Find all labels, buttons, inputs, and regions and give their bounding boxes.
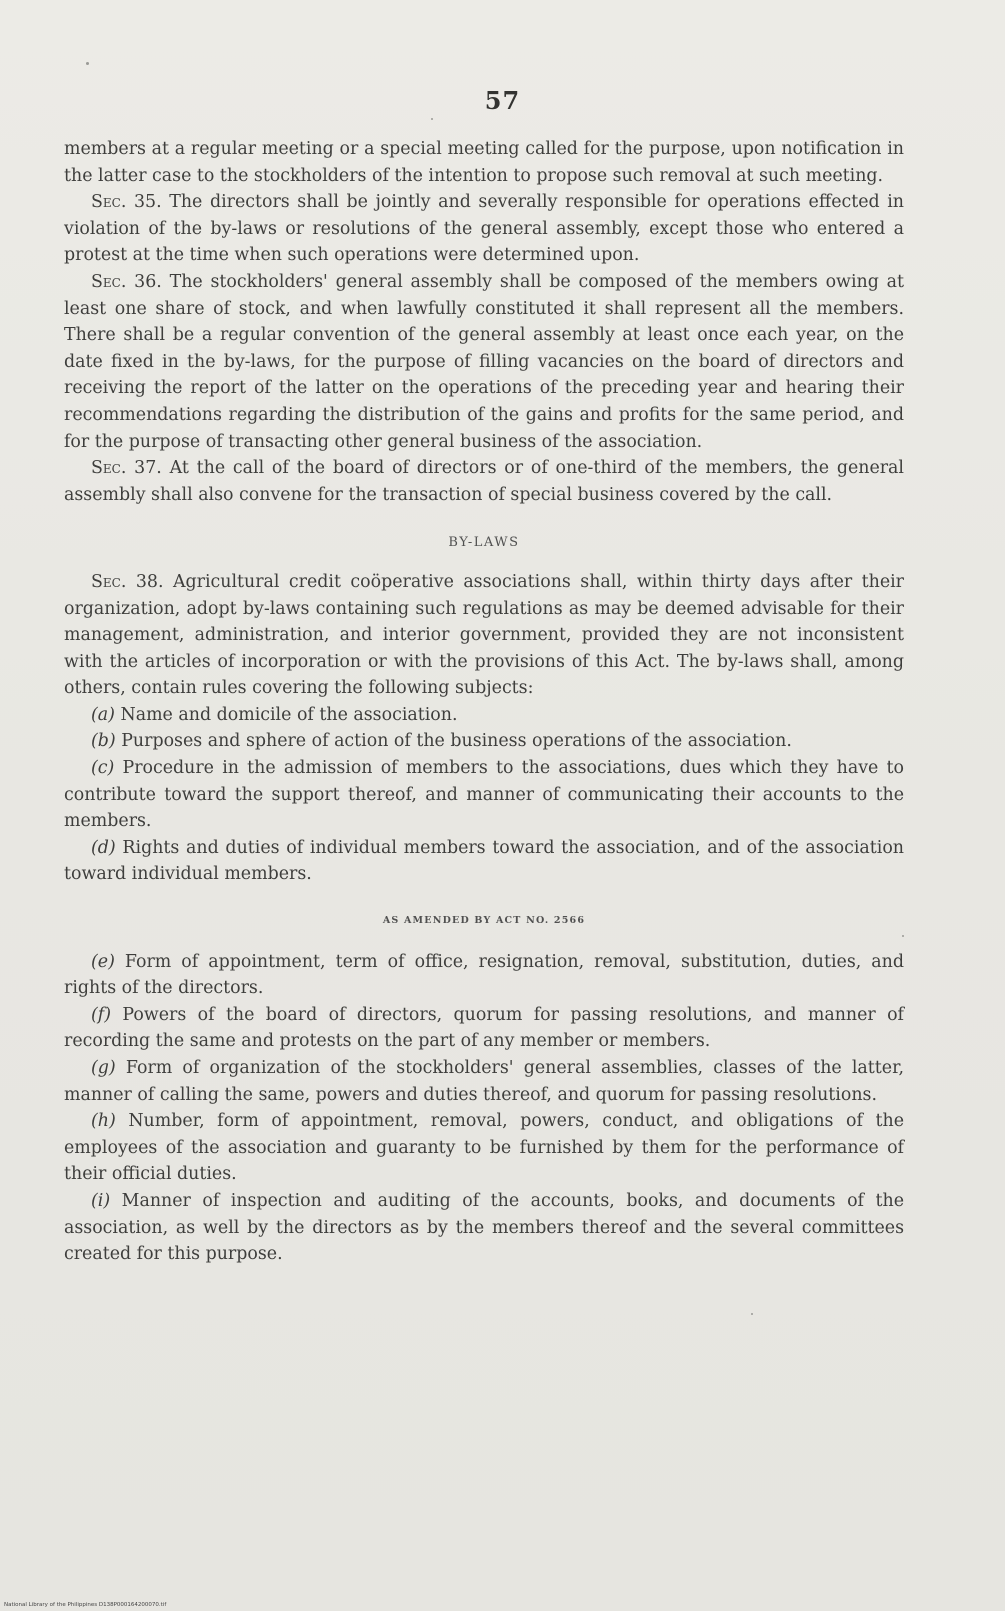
section-37 <box>64 455 904 508</box>
page-number: 57 <box>484 86 521 115</box>
section-text: Agricultural credit coöperative associations shall, within thirty days after their organization, adopt by-laws containing such regulations as may be deemed advisable for their management, administration, and interior government, provided they are not inconsistent with the articles of incorporation or with the provisions of this Act. The by-laws shall, among others, contain rules covering the following subjects: <box>64 571 904 699</box>
paper-speck <box>86 62 89 65</box>
item-text: Form of appointment, term of office, resignation, removal, substitution, duties, and rights of the directors. <box>64 951 904 999</box>
paragraph-text: members at a regular meeting or a special meeting called for the purpose, upon notification in the latter case to the stockholders of the intention to propose such removal at such meeting. <box>64 139 904 186</box>
bylaw-item-h <box>64 1108 904 1188</box>
bylaw-item-f <box>64 1002 904 1055</box>
section-label: Sec. 37. <box>91 458 162 479</box>
section-text: At the call of the board of directors or of one-third of the members, the general assembly shall also convene for the transaction of special business covered by the call. <box>64 458 904 505</box>
item-letter: (e) <box>91 951 115 972</box>
item-text: Number, form of appointment, removal, powers, conduct, and obligations of the employees of the association and guaranty to be furnished by them for the performance of their official duties. <box>64 1111 904 1185</box>
item-letter: (a) <box>91 704 115 725</box>
bylaw-item-b <box>64 728 904 755</box>
item-text: Powers of the board of directors, quorum for passing resolutions, and manner of recording the same and protests on the part of any member or members. <box>64 1004 904 1052</box>
section-text: The directors shall be jointly and severally responsible for operations effected in violation of the by-laws or resolutions of the general assembly, except those who entered a protest at the time when such operations were determined upon. <box>64 192 905 266</box>
item-letter: (h) <box>91 1111 116 1132</box>
scan-footer: National Library of the Philippines D138P000164200070.tif <box>4 1602 167 1608</box>
item-text: Form of organization of the stockholders' general assemblies, classes of the latter, manner of calling the same, powers and duties thereof, and quorum for passing resolutions. <box>64 1058 904 1105</box>
bylaw-item-d <box>64 835 904 888</box>
bylaw-item-i <box>64 1188 904 1268</box>
bylaw-item-g <box>64 1055 904 1108</box>
item-letter: (i) <box>91 1190 111 1211</box>
bylaw-item-c <box>64 755 904 835</box>
item-text: Purposes and sphere of action of the business operations of the association. <box>115 731 792 752</box>
paper-speck <box>751 1313 753 1315</box>
item-text: Manner of inspection and auditing of the accounts, books, and documents of the association, as well by the directors as by the members thereof and the several committees created for this purpose. <box>64 1190 904 1265</box>
section-35 <box>64 189 904 269</box>
item-text: Rights and duties of individual members toward the association, and of the association toward individual members. <box>64 837 904 885</box>
paragraph-continuation <box>64 136 904 189</box>
item-letter: (f) <box>91 1004 112 1025</box>
heading-amended: AS AMENDED BY ACT NO. 2566 <box>382 915 586 927</box>
item-letter: (d) <box>91 837 116 858</box>
heading-bylaws: BY-LAWS <box>448 535 520 551</box>
bylaw-item-e <box>64 949 904 1002</box>
section-text: The stockholders' general assembly shall be composed of the members owing at least one share of stock, and when lawfully constituted it shall represent all the members. There shall be a regular convention of the general assembly at least once each year, on the date fixed in the by-laws, for the purpose of filling vacancies on the board of directors and receiving the report of the latter on the operations of the preceding year and hearing their recommendations regarding the distribution of the gains and profits for the same period, and for the purpose of transacting other general business of the association. <box>64 271 904 452</box>
item-text: Name and domicile of the association. <box>114 704 458 725</box>
paper-speck <box>431 118 433 120</box>
item-text: Procedure in the admission of members to the associations, dues which they have to contribute toward the support thereof, and manner of communicating their accounts to the members. <box>64 758 904 832</box>
document-body <box>64 136 904 1268</box>
section-label: Sec. 38. <box>91 571 164 592</box>
bylaw-item-a <box>64 702 904 729</box>
section-36 <box>64 269 904 455</box>
item-letter: (g) <box>91 1058 116 1078</box>
section-label: Sec. 35. <box>91 192 162 213</box>
item-letter: (b) <box>91 731 116 752</box>
item-letter: (c) <box>91 758 115 779</box>
section-label: Sec. 36. <box>91 271 162 292</box>
section-38 <box>64 569 904 702</box>
